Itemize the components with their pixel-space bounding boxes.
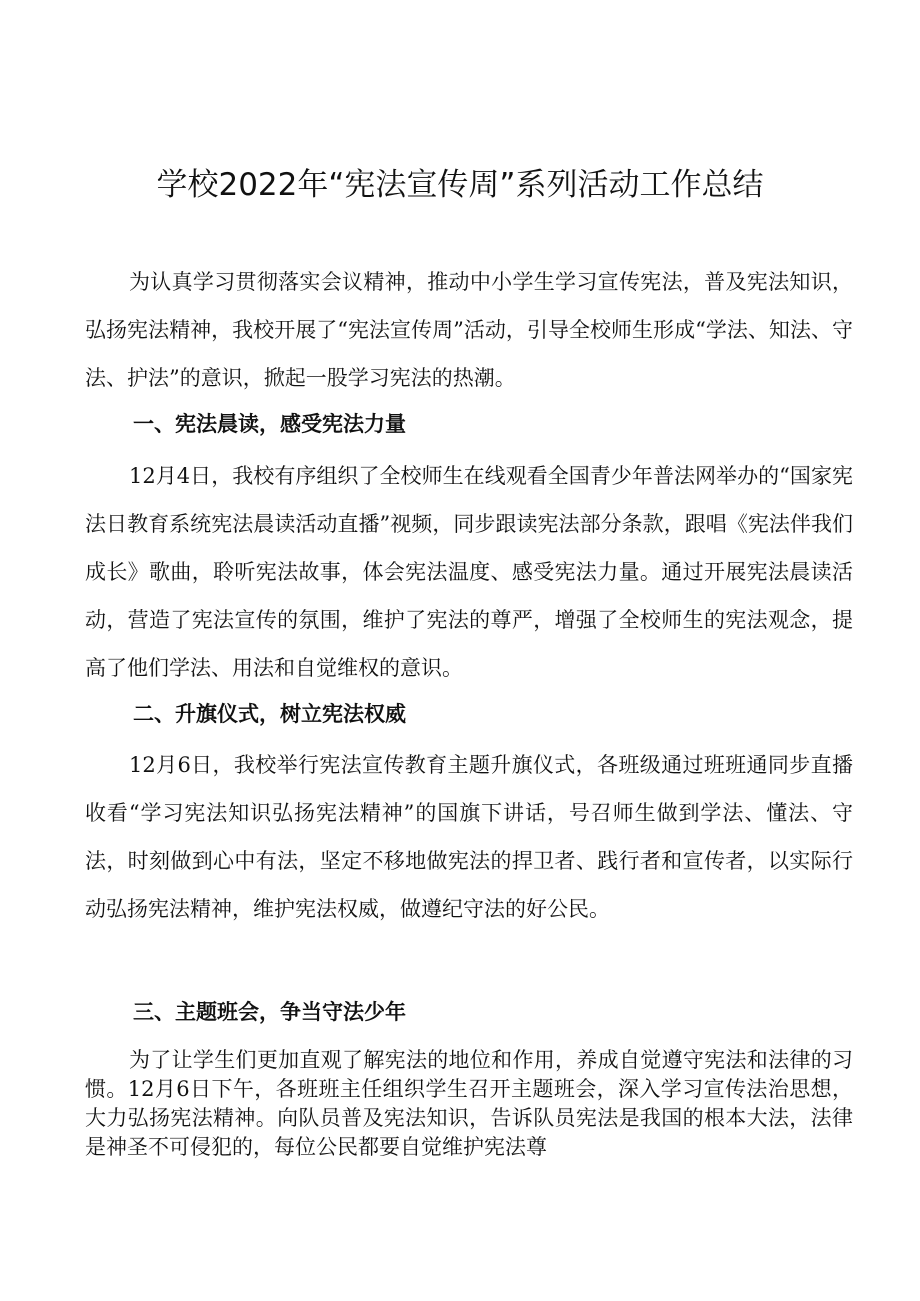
section-2-heading: 二、升旗仪式，树立宪法权威 (133, 702, 406, 726)
document-title: 学校2022年“宪法宣传周”系列活动工作总结 (156, 167, 764, 203)
section-2-body: 12月6日，我校举行宪法宣传教育主题升旗仪式，各班级通过班班通同步直播收看“学习宪法知识弘扬宪法精神”的国旗下讲话，号召师生做到学法、懂法、守法，时刻做到心中有法，坚定不移地做宪法的捍卫者、践行者和宣传者，以实际行动弘扬宪法精神，维护宪法权威，做遵纪守法的好公民。 (85, 753, 853, 921)
intro-paragraph: 为认真学习贯彻落实会议精神，推动中小学生学习宣传宪法，普及宪法知识，弘扬宪法精神，我校开展了“宪法宣传周”活动，引导全校师生形成“学法、知法、守法、护法”的意识，掀起一股学习宪法的热潮。 (85, 270, 853, 390)
section-1-heading: 一、宪法晨读，感受宪法力量 (133, 412, 406, 436)
section-3-body: 为了让学生们更加直观了解宪法的地位和作用，养成自觉遵守宪法和法律的习惯。12月6日下午，各班班主任组织学生召开主题班会，深入学习宣传法治思想，大力弘扬宪法精神。向队员普及宪法知识，告诉队员宪法是我国的根本大法，法律是神圣不可侵犯的，每位公民都要自觉维护宪法尊 (85, 1048, 853, 1159)
section-3-heading: 三、主题班会，争当守法少年 (133, 1000, 406, 1024)
section-1-body: 12月4日，我校有序组织了全校师生在线观看全国青少年普法网举办的“国家宪法日教育系统宪法晨读活动直播”视频，同步跟读宪法部分条款，跟唱《宪法伴我们成长》歌曲，聆听宪法故事，体会宪法温度、感受宪法力量。通过开展宪法晨读活动，营造了宪法宣传的氛围，维护了宪法的尊严，增强了全校师生的宪法观念，提高了他们学法、用法和自觉维权的意识。 (85, 464, 853, 680)
